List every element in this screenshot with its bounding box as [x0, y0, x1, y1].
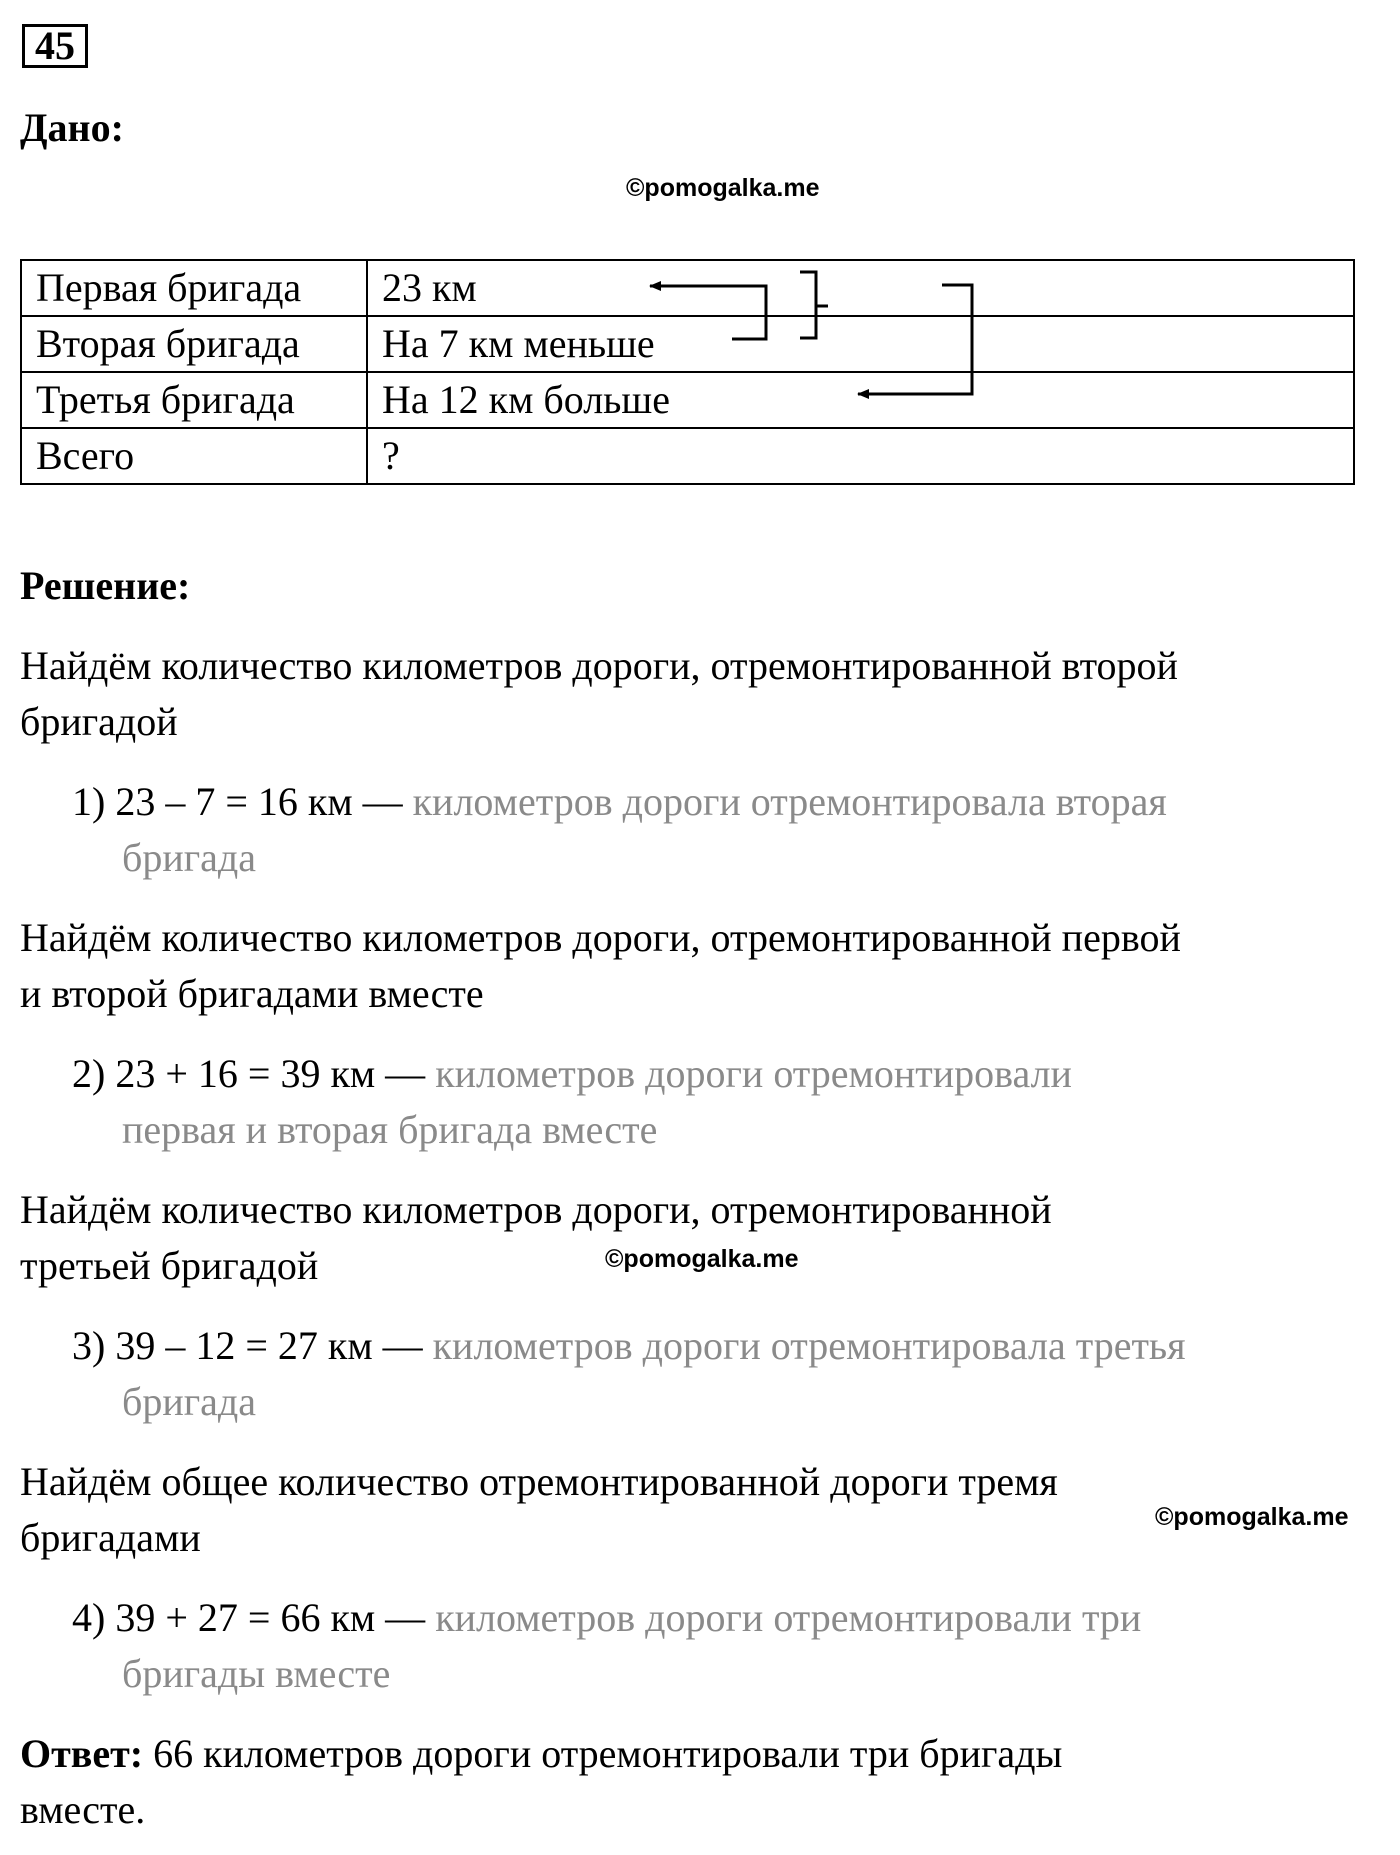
arrow-second-to-first [650, 286, 766, 339]
brace-first-second [800, 272, 828, 338]
step-2-formula: 2) 23 + 16 = 39 км — [72, 1051, 426, 1096]
step-3-line [72, 1318, 1186, 1374]
solution-heading: Решение: [20, 563, 191, 608]
step-2-intro-line-2: и второй бригадами вместе [20, 971, 484, 1016]
given-heading: Дано: [20, 105, 124, 150]
row-label: Всего [21, 428, 367, 484]
row-label: Вторая бригада [21, 316, 367, 372]
step-1-note-line-1: километров дороги отремонтировала вторая [412, 779, 1167, 824]
row-label: Первая бригада [21, 260, 367, 316]
step-3-formula: 3) 39 – 12 = 27 км — [72, 1323, 423, 1368]
watermark-bottom: ©pomogalka.me [1155, 1503, 1349, 1531]
answer-label: Ответ: [20, 1731, 144, 1776]
step-3-note-line-1: километров дороги отремонтировала третья [432, 1323, 1186, 1368]
step-3-intro-line-2: третьей бригадой [20, 1243, 319, 1288]
step-1-note-line-2: бригада [122, 835, 257, 880]
step-3-intro-line-1: Найдём количество километров дороги, отремонтированной [20, 1187, 1052, 1232]
step-4-formula: 4) 39 + 27 = 66 км — [72, 1595, 426, 1640]
step-1-intro-line-2: бригадой [20, 699, 178, 744]
row-value: На 7 км меньше [367, 316, 1354, 372]
row-value: 23 км [367, 260, 1354, 316]
step-2-line [72, 1046, 1072, 1102]
arrow-sum-to-third [858, 285, 972, 394]
watermark-top: ©pomogalka.me [626, 174, 820, 202]
answer-text-line-1: 66 километров дороги отремонтировали три бригады [153, 1731, 1063, 1776]
watermark-middle: ©pomogalka.me [605, 1245, 799, 1273]
relation-arrows [0, 0, 1400, 500]
step-4-intro-line-1: Найдём общее количество отремонтированной дороги тремя [20, 1459, 1058, 1504]
step-4-line [72, 1590, 1141, 1646]
row-value: ? [367, 428, 1354, 484]
answer-line-1 [20, 1726, 1062, 1782]
step-1-line [72, 774, 1167, 830]
answer-text-line-2: вместе. [20, 1787, 146, 1832]
step-2-note-line-2: первая и вторая бригада вместе [122, 1107, 658, 1152]
step-4-intro-line-2: бригадами [20, 1515, 201, 1560]
task-number: 45 [22, 24, 88, 68]
row-label: Третья бригада [21, 372, 367, 428]
step-1-formula: 1) 23 – 7 = 16 км — [72, 779, 403, 824]
step-4-note-line-1: километров дороги отремонтировали три [435, 1595, 1142, 1640]
step-1-intro-line-1: Найдём количество километров дороги, отремонтированной второй [20, 643, 1178, 688]
step-4-note-line-2: бригады вместе [122, 1651, 391, 1696]
step-2-note-line-1: километров дороги отремонтировали [435, 1051, 1072, 1096]
step-2-intro-line-1: Найдём количество километров дороги, отремонтированной первой [20, 915, 1181, 960]
row-value: На 12 км больше [367, 372, 1354, 428]
step-3-note-line-2: бригада [122, 1379, 257, 1424]
